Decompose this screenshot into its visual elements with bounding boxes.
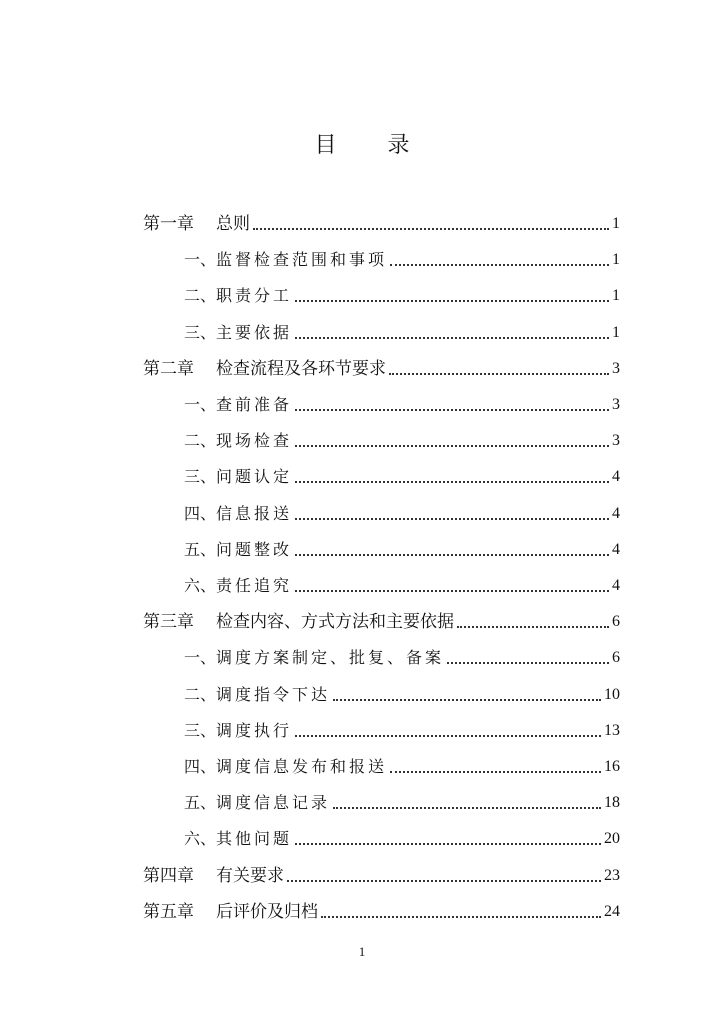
dot-leader [295,554,609,556]
toc-entry-number: 第二章 [143,358,194,379]
toc-section-row [184,385,620,415]
dot-leader [287,880,601,882]
toc-page-number: 16 [604,758,620,775]
page-title: 目 录 [314,133,432,158]
toc-section-row [184,421,620,451]
toc-entry-title: 主要依据 [216,322,293,342]
toc-entry-title: 调度信息记录 [216,793,331,813]
toc-entry-number: 三、 [184,720,217,740]
toc-section-row [184,494,620,524]
toc-page-number: 6 [612,649,620,667]
toc-page-number: 13 [604,721,620,739]
toc-section-row [184,638,620,668]
dot-leader [295,300,609,302]
toc-chapter-row [143,892,620,922]
toc-page-number: 20 [604,830,620,848]
toc-page-number: 10 [604,685,620,703]
toc-section-row [184,675,620,705]
toc-entry-number: 五、 [184,539,217,559]
toc-entry-title: 查前准备 [216,395,293,414]
dot-leader [333,699,601,701]
toc-entry-number: 一、 [184,648,217,668]
toc-page-number: 23 [604,866,620,884]
toc-chapter-row [143,602,620,632]
dot-leader [295,445,609,447]
toc-entry-number: 二、 [184,431,217,451]
toc-entry-title: 总则 [216,214,250,234]
toc-page-number: 1 [612,251,620,269]
toc-page-number: 4 [612,468,620,486]
toc-entry-title: 后评价及归档 [216,901,318,922]
dot-leader [390,771,601,773]
toc-entry-title: 其他问题 [216,829,293,849]
dot-leader [333,807,601,809]
toc-entry-number: 六、 [184,576,217,595]
toc-page-number: 18 [604,794,620,812]
toc-page-number: 3 [612,396,620,413]
toc-entry-number: 一、 [184,395,217,414]
dot-leader [253,228,609,230]
toc-entry-title: 检查流程及各环节要求 [216,358,386,379]
toc-chapter-row [143,204,620,234]
toc-entry-title: 信息报送 [216,503,293,523]
toc-page-number: 3 [612,432,620,450]
toc-section-row [184,819,620,849]
toc-entry-title: 职责分工 [216,286,293,306]
toc-section-row [184,783,620,813]
dot-leader [295,843,601,845]
toc-page-number: 24 [604,902,620,920]
toc-entry-title: 责任追究 [216,576,293,595]
dot-leader [295,735,601,737]
toc-entry-number: 第四章 [143,865,194,886]
toc-section-row [184,711,620,741]
toc-entry-title: 问题认定 [216,467,293,487]
toc-page-number: 4 [612,577,620,594]
toc-entry-number: 三、 [184,467,217,487]
toc-page-number: 6 [612,613,620,631]
toc-section-row [184,457,620,487]
dot-leader [389,373,609,375]
toc-entry-title: 调度信息发布和报送 [216,757,388,776]
toc-entry-number: 二、 [184,286,217,306]
toc-page-number: 1 [612,323,620,341]
toc-entry-title: 问题整改 [216,539,293,559]
toc-entry-number: 六、 [184,829,217,849]
toc-entry-title: 调度执行 [216,720,293,740]
toc-entry-title: 有关要求 [216,865,284,886]
dot-leader [295,481,609,483]
toc-chapter-row [143,349,620,379]
toc-section-row [184,240,620,270]
toc-page-number: 4 [612,540,620,558]
toc-entry-number: 第五章 [143,901,194,922]
toc-entry-number: 五、 [184,793,217,813]
toc-section-row [184,313,620,343]
toc-entry-title: 现场检查 [216,431,293,451]
dot-leader [321,916,601,918]
page-number: 1 [358,944,366,959]
dot-leader [295,409,609,411]
toc-entry-number: 一、 [184,250,217,270]
toc-page-number: 4 [612,504,620,522]
dot-leader [295,518,609,520]
dot-leader [457,626,609,628]
toc-section-row [184,530,620,560]
toc-chapter-row [143,856,620,886]
toc-entry-number: 四、 [184,757,217,776]
toc-entry-title: 监督检查范围和事项 [216,250,388,270]
dot-leader [447,662,609,664]
toc-entry-title: 调度方案制定、批复、备案 [216,648,445,668]
toc-page-number: 3 [612,359,620,377]
dot-leader [295,590,609,592]
dot-leader [390,264,609,266]
toc-entry-number: 二、 [184,684,217,704]
toc-entry-number: 第一章 [143,214,194,234]
toc-section-row [184,566,620,596]
toc-section-row [184,276,620,306]
toc-page-number: 1 [612,215,620,232]
toc-entry-number: 三、 [184,322,217,342]
toc-entry-title: 调度指令下达 [216,684,331,704]
dot-leader [295,337,609,339]
toc-entry-title: 检查内容、方式方法和主要依据 [216,612,454,633]
toc-section-row [184,747,620,777]
toc-entry-number: 第三章 [143,612,194,633]
toc-page-number: 1 [612,287,620,305]
toc-entry-number: 四、 [184,503,217,523]
